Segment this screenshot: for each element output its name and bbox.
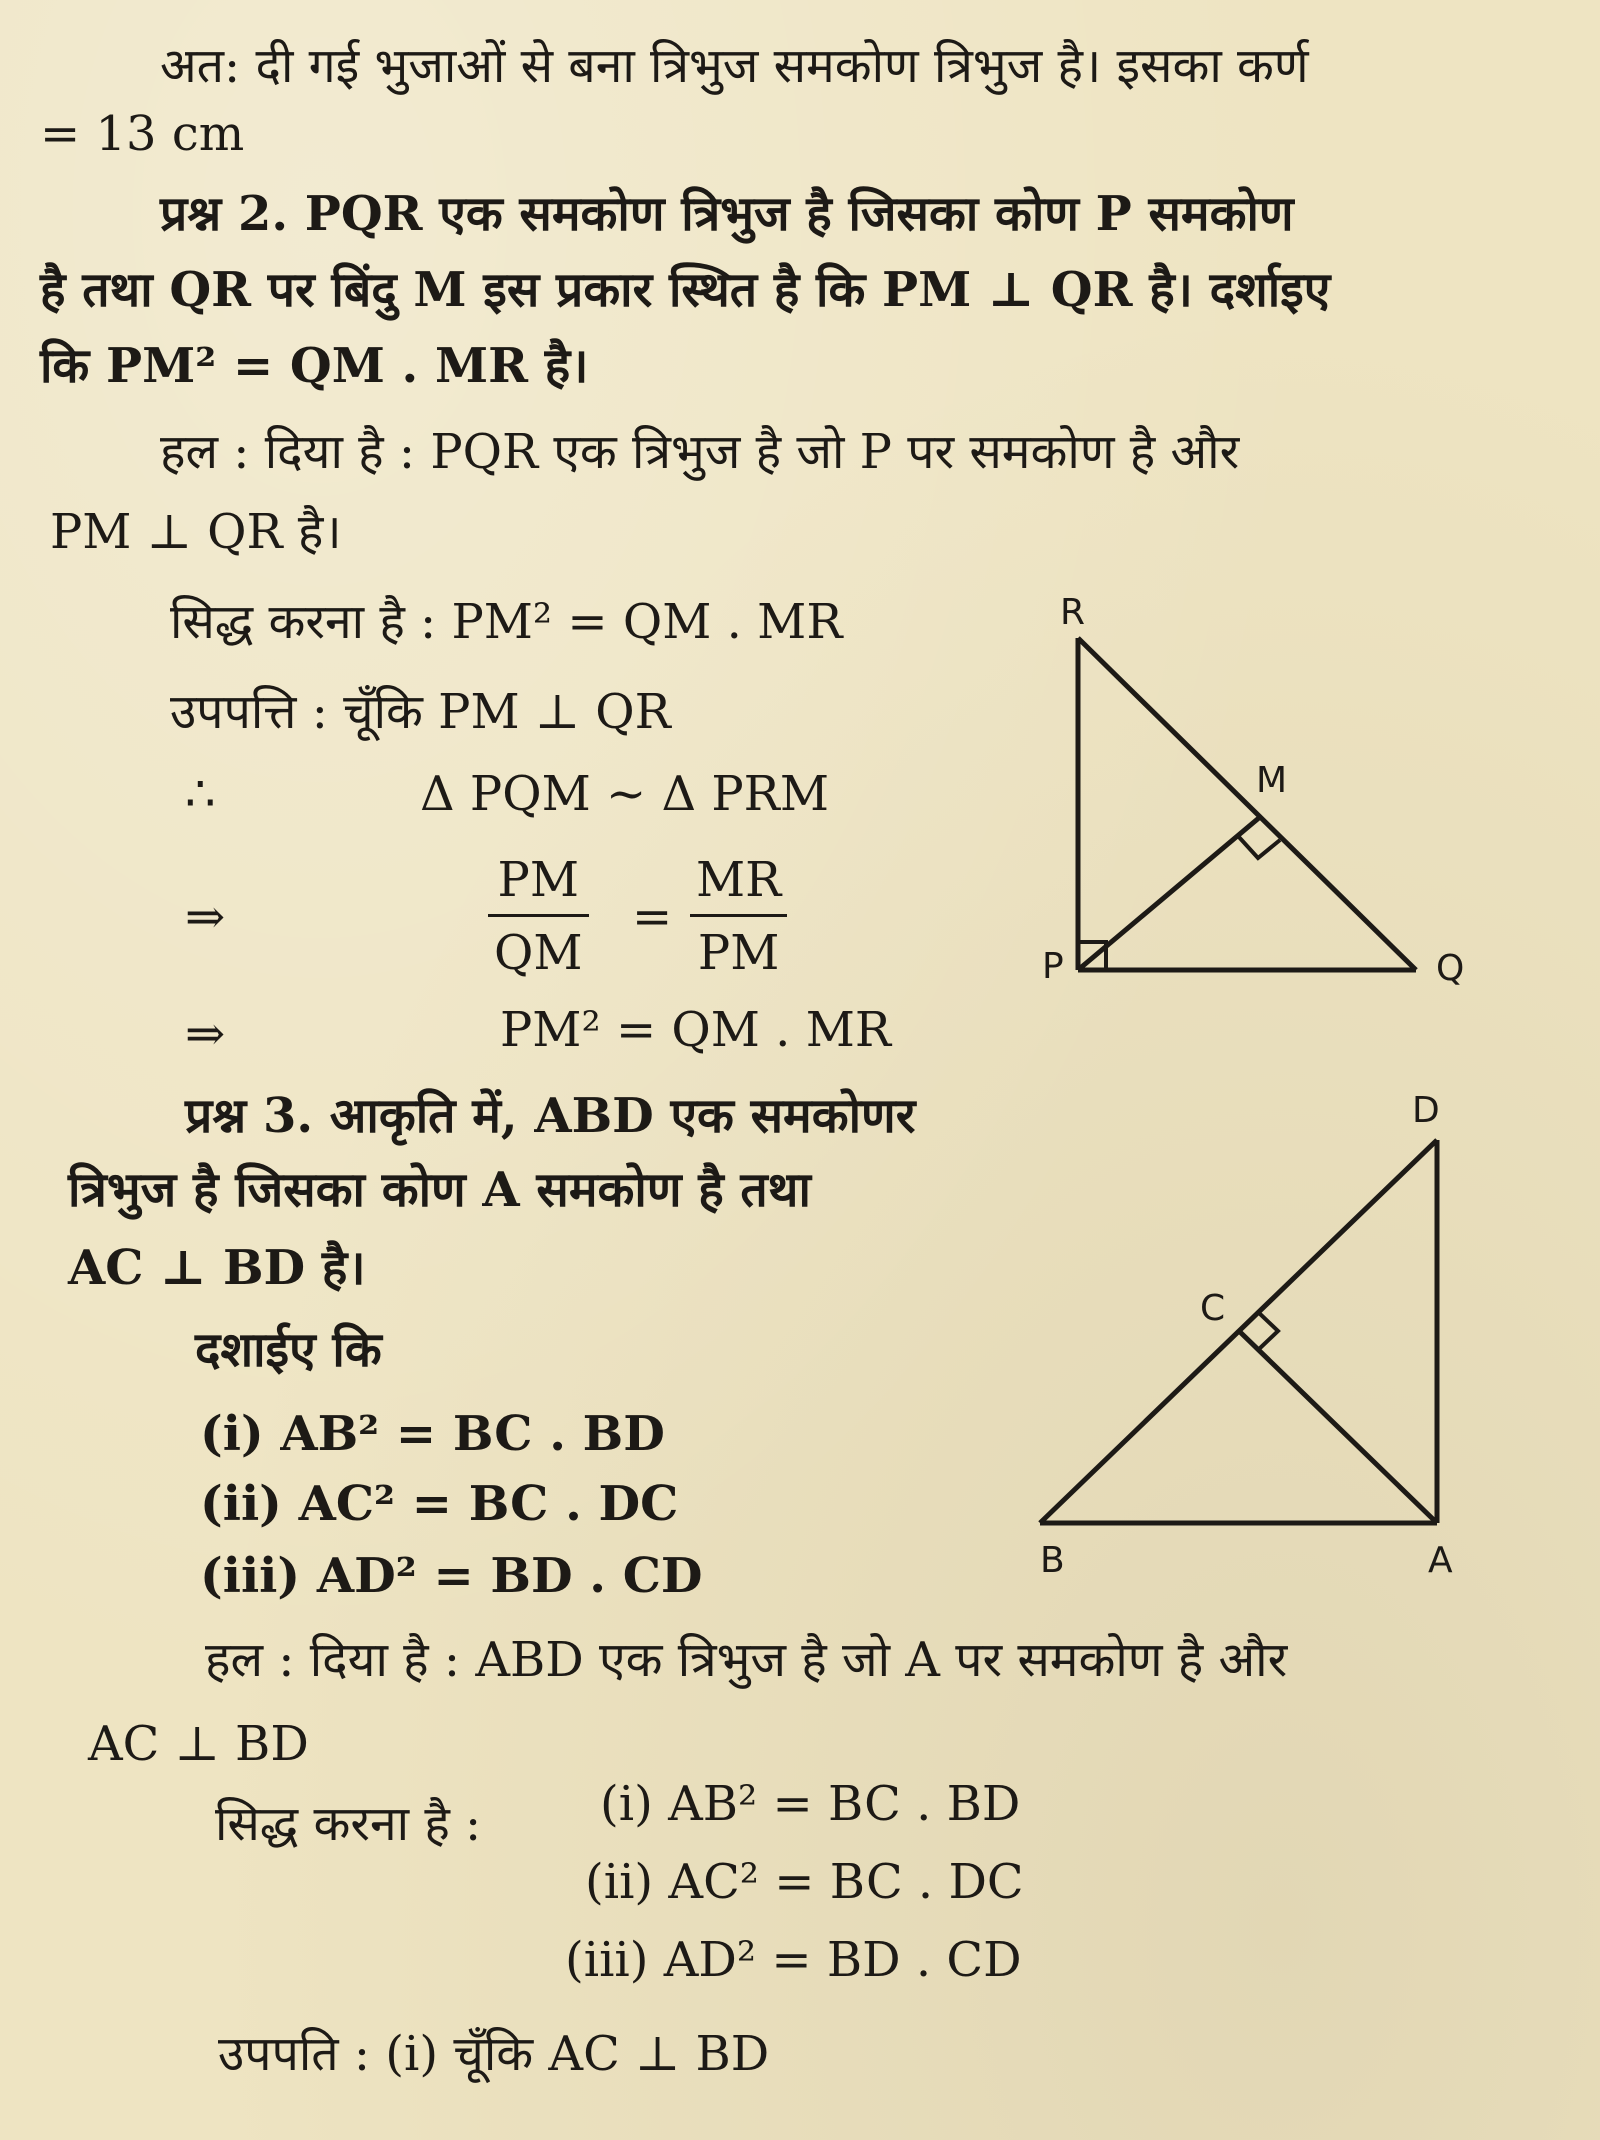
implies-symbol: ⇒ bbox=[185, 1006, 226, 1062]
question-2-line: कि PM² = QM . MR है। bbox=[40, 338, 589, 394]
vertex-label-c: C bbox=[1200, 1288, 1226, 1329]
show-that: दशाईए कि bbox=[195, 1322, 382, 1378]
vertex-label-r: R bbox=[1060, 592, 1086, 633]
fraction-denominator: PM bbox=[697, 925, 780, 981]
solution-given: हल : दिया है : ABD एक त्रिभुज है जो A पर समकोण है और bbox=[205, 1632, 1288, 1688]
question-3-part: (ii) AC² = BC . DC bbox=[200, 1476, 679, 1532]
similarity-statement: Δ PQM ~ Δ PRM bbox=[420, 766, 829, 822]
to-prove: सिद्ध करना है : PM² = QM . MR bbox=[170, 594, 843, 650]
solution-given: AC ⊥ BD bbox=[88, 1716, 309, 1772]
prove-item: (i) AB² = BC . BD bbox=[600, 1776, 1021, 1832]
fraction-right bbox=[690, 852, 787, 981]
vertex-label-p: P bbox=[1042, 946, 1064, 987]
fraction-left bbox=[488, 852, 589, 981]
vertex-label-a: A bbox=[1428, 1540, 1453, 1581]
question-3-line: AC ⊥ BD है। bbox=[68, 1240, 366, 1296]
question-2-line: प्रश्न 2. PQR एक समकोण त्रिभुज है जिसका कोण P समकोण bbox=[160, 186, 1294, 242]
fraction-bar bbox=[690, 914, 787, 917]
question-3-part: (iii) AD² = BD . CD bbox=[200, 1548, 703, 1604]
prove-item: (iii) AD² = BD . CD bbox=[565, 1932, 1022, 1988]
vertex-label-q: Q bbox=[1436, 948, 1465, 989]
text-line: = 13 cm bbox=[40, 106, 245, 162]
question-3-part: (i) AB² = BC . BD bbox=[200, 1406, 665, 1462]
therefore-symbol: ∴ bbox=[185, 766, 216, 822]
prove-item: (ii) AC² = BC . DC bbox=[585, 1854, 1024, 1910]
fraction-bar bbox=[488, 914, 589, 917]
fraction-denominator: QM bbox=[494, 925, 583, 981]
vertex-label-b: B bbox=[1040, 1540, 1065, 1581]
vertex-label-m: M bbox=[1256, 760, 1288, 801]
fraction-numerator: MR bbox=[696, 852, 782, 908]
question-2-line: है तथा QR पर बिंदु M इस प्रकार स्थित है कि PM ⊥ QR है। दर्शाइए bbox=[40, 262, 1331, 318]
solution-given: हल : दिया है : PQR एक त्रिभुज है जो P पर समकोण है और bbox=[160, 424, 1240, 480]
proof-start: उपपत्ति : चूँकि PM ⊥ QR bbox=[170, 684, 671, 740]
implies-symbol: ⇒ bbox=[185, 889, 226, 945]
solution-given: PM ⊥ QR है। bbox=[50, 504, 342, 560]
figure-triangle-pqr bbox=[1030, 590, 1500, 990]
to-prove-label: सिद्ध करना है : bbox=[215, 1796, 482, 1852]
fraction-numerator: PM bbox=[497, 852, 579, 908]
text-line: अत: दी गई भुजाओं से बना त्रिभुज समकोण त्रिभुज है। इसका कर्ण bbox=[160, 38, 1309, 94]
equals-sign: = bbox=[632, 889, 673, 945]
question-3-line: प्रश्न 3. आकृति में, ABD एक समकोणर bbox=[185, 1088, 916, 1144]
proof-start: उपपति : (i) चूँकि AC ⊥ BD bbox=[218, 2026, 770, 2082]
result-equation: PM² = QM . MR bbox=[500, 1002, 891, 1058]
question-3-line: त्रिभुज है जिसका कोण A समकोण है तथा bbox=[68, 1162, 811, 1218]
figure-triangle-abd bbox=[1010, 1090, 1490, 1590]
vertex-label-d: D bbox=[1412, 1090, 1440, 1131]
